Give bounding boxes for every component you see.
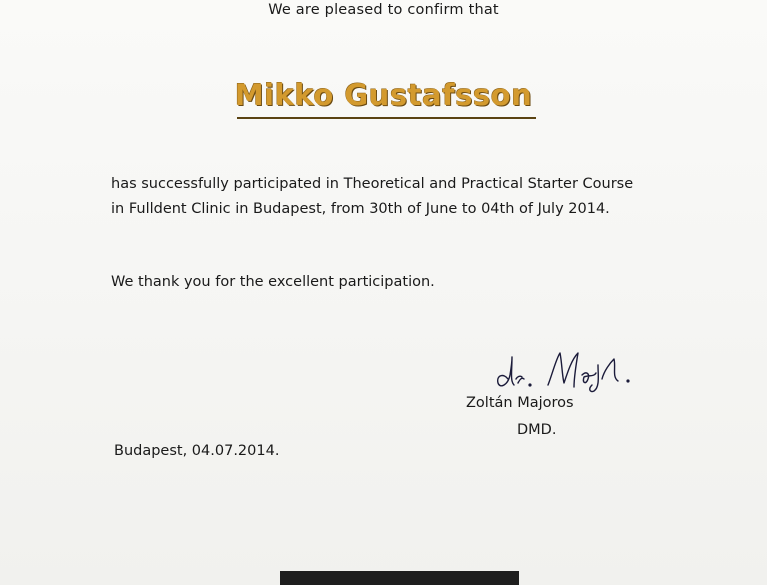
bottom-dark-bar	[280, 571, 519, 585]
thanks-text: We thank you for the excellent participation.	[111, 274, 435, 290]
intro-text: We are pleased to confirm that	[268, 2, 499, 18]
signatory-title: DMD.	[517, 422, 557, 438]
body-line-1: has successfully participated in Theoretical and Practical Starter Course	[111, 176, 634, 192]
place-date: Budapest, 04.07.2014.	[114, 443, 280, 459]
recipient-underline	[237, 117, 536, 119]
signature-icon	[490, 345, 640, 397]
signatory-name: Zoltán Majoros	[466, 395, 574, 411]
recipient-name: Mikko Gustafsson	[234, 78, 533, 112]
handwritten-signature	[490, 345, 640, 397]
body-line-2: in Fulldent Clinic in Budapest, from 30th of June to 04th of July 2014.	[111, 201, 610, 217]
